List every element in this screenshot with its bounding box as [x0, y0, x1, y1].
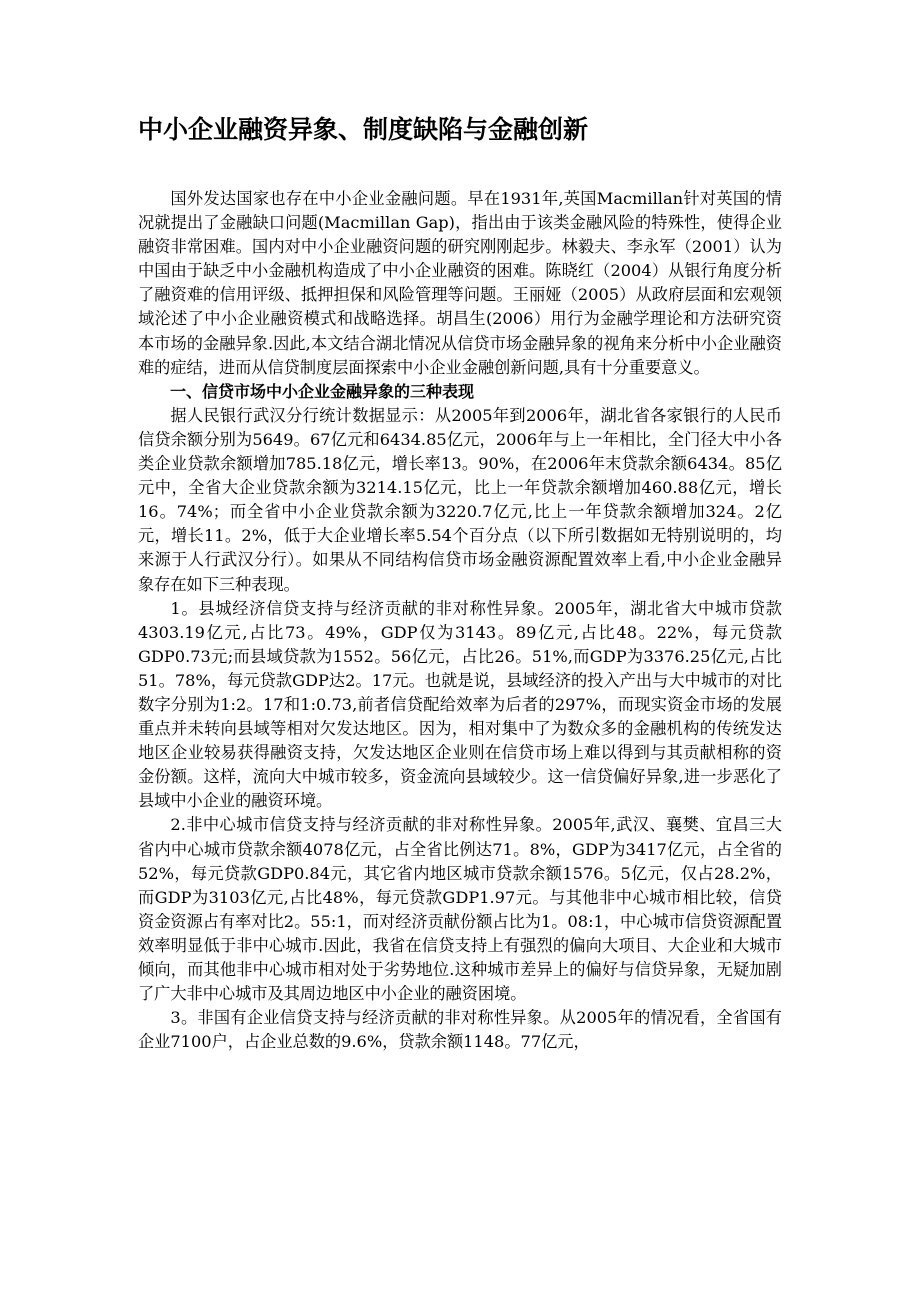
section-paragraph-noncentral-city: 2.非中心城市信贷支持与经济贡献的非对称性异象。2005年,武汉、襄樊、宜昌三大省内中心城市贷款余额4078亿元，占全省比例达71。8%，GDP为3417亿元，占全省的52%，每元贷款GDP0.84元，其它省内地区城市贷款余额1576。5亿元，仅占28.2%，而GDP为3103亿元,占比48%，每元贷款GDP1.97元。与其他非中心城市相比较，信贷资金资源占有率对比2。55:1，而对经济贡献份额占比为1。08:1，中心城市信贷资源配置效率明显低于非中心城市.因此，我省在信贷支持上有强烈的偏向大项目、大企业和大城市倾向，而其他非中心城市相对处于劣势地位.这种城市差异上的偏好与信贷异象，无疑加剧了广大非中心城市及其周边地区中小企业的融资困境。 [138, 815, 782, 1004]
section-paragraph-statistics: 据人民银行武汉分行统计数据显示：从2005年到2006年，湖北省各家银行的人民币信贷余额分别为5649。67亿元和6434.85亿元，2006年与上一年相比，全门径大中小各类企业贷款余额增加785.18亿元，增长率13。90%，在2006年末贷款余额6434。85亿元中，全省大企业贷款余额为3214.15亿元，比上一年贷款余额增加460.88亿元，增长16。74%；而全省中小企业贷款余额为3220.7亿元,比上一年贷款余额增加324。2亿元，增长11。2%，低于大企业增长率5.54个百分点（以下所引数据如无特别说明的，均来源于人行武汉分行）。如果从不同结构信贷市场金融资源配置效率上看,中小企业金融异象存在如下三种表现。 [138, 405, 782, 594]
document-title: 中小企业融资异象、制度缺陷与金融创新 [138, 115, 589, 144]
document-body [138, 187, 782, 1054]
intro-paragraph: 国外发达国家也存在中小企业金融问题。早在1931年,英国Macmillan针对英国的情况就提出了金融缺口问题(Macmillan Gap)，指出由于该类金融风险的特殊性，使得企业融资非常困难。国内对中小企业融资问题的研究刚刚起步。林毅夫、李永军（2001）认为中国由于缺乏中小金融机构造成了中小企业融资的困难。陈晓红（2004）从银行角度分析了融资难的信用评级、抵押担保和风险管理等问题。王丽娅（2005）从政府层面和宏观领域沦述了中小企业融资模式和战略选择。胡昌生(2006）用行为金融学理论和方法研究资本市场的金融异象.因此,本文结合湖北情况从信贷市场金融异象的视角来分析中小企业融资难的症结，进而从信贷制度层面探索中小企业金融创新问题,具有十分重要意义。 [138, 189, 782, 377]
section-paragraph-non-state-enterprise: 3。非国有企业信贷支持与经济贡献的非对称性异象。从2005年的情况看，全省国有企业7100户，占企业总数的9.6%，贷款余额1148。77亿元， [138, 1008, 782, 1052]
section-heading: 一、信贷市场中小企业金融异象的三种表现 [170, 381, 475, 401]
section-paragraph-county: 1。县城经济信贷支持与经济贡献的非对称性异象。2005年，湖北省大中城市贷款4303.19亿元,占比73。49%，GDP仅为3143。89亿元,占比48。22%，每元贷款GDP0.73元;而县域贷款为1552。56亿元，占比26。51%,而GDP为3376.25亿元,占比51。78%，每元贷款GDP达2。17元。也就是说，县域经济的投入产出与大中城市的对比数字分别为1:2。17和1:0.73,前者信贷配给效率为后者的297%，而现实资金市场的发展重点并未转向县域等相对欠发达地区。因为，相对集中了为数众多的金融机构的传统发达地区企业较易获得融资支持，欠发达地区企业则在信贷市场上难以得到与其贡献相称的资金份额。这样，流向大中城市较多，资金流向县域较少。这一信贷偏好异象,进一步恶化了县域中小企业的融资环境。 [138, 598, 782, 811]
